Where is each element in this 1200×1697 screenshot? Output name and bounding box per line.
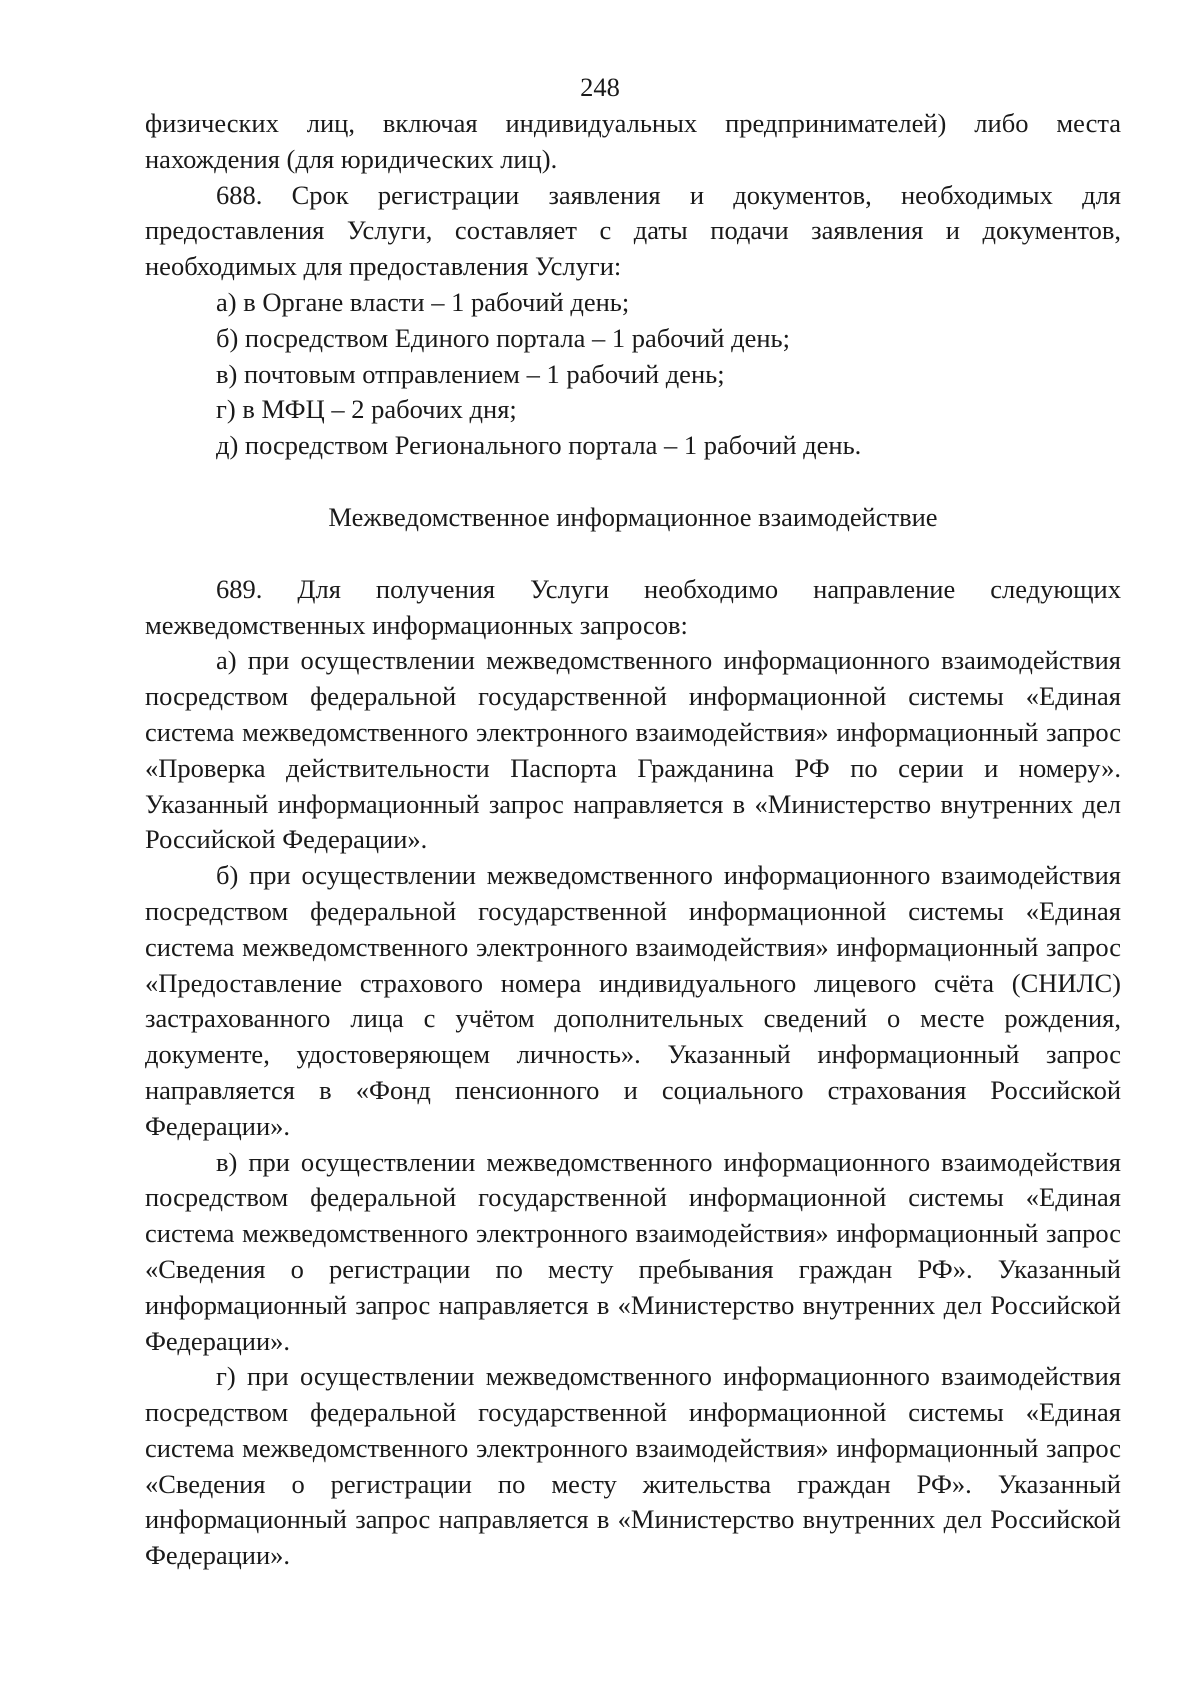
- paragraph-689: 689. Для получения Услуги необходимо направление следующих межведомственных информационных запросов:: [145, 573, 1121, 640]
- paragraph-688: 688. Срок регистрации заявления и документов, необходимых для предоставления Услуги, составляет с даты подачи заявления и документов, необходимых для предоставления Услуги:: [145, 179, 1121, 282]
- section-heading: Межведомственное информационное взаимодействие: [328, 501, 938, 532]
- request-item-a: а) при осуществлении межведомственного информационного взаимодействия посредством федеральной государственной информационной системы «Единая система межведомственного электронного взаимодействия» информационный запрос «Проверка действительности Паспорта Гражданина РФ по серии и номеру». Указанный информационный запрос направляется в «Министерство внутренних дел Российской Федерации».: [145, 645, 1121, 855]
- page-number: 248: [580, 72, 620, 102]
- term-item-a: а) в Органе власти – 1 рабочий день;: [216, 286, 630, 317]
- request-item-b: б) при осуществлении межведомственного информационного взаимодействия посредством федеральной государственной информационной системы «Единая система межведомственного электронного взаимодействия» информационный запрос «Предоставление страхового номера индивидуального лицевого счёта (СНИЛС) застрахованного лица с учётом дополнительных сведений о месте рождения, документе, удостоверяющем личность». Указанный информационный запрос направляется в «Фонд пенсионного и социального страхования Российской Федерации».: [145, 860, 1121, 1141]
- request-item-g: г) при осуществлении межведомственного информационного взаимодействия посредством федеральной государственной информационной системы «Единая система межведомственного электронного взаимодействия» информационный запрос «Сведения о регистрации по месту жительства граждан РФ». Указанный информационный запрос направляется в «Министерство внутренних дел Российской Федерации».: [145, 1361, 1121, 1571]
- term-item-d: д) посредством Регионального портала – 1 рабочий день.: [216, 430, 862, 461]
- paragraph-continuation: физических лиц, включая индивидуальных предпринимателей) либо места нахождения (для юридических лиц).: [145, 108, 1121, 174]
- term-item-g: г) в МФЦ – 2 рабочих дня;: [216, 394, 517, 425]
- term-item-v: в) почтовым отправлением – 1 рабочий день;: [216, 358, 725, 389]
- term-item-b: б) посредством Единого портала – 1 рабочий день;: [216, 322, 790, 353]
- request-item-v: в) при осуществлении межведомственного информационного взаимодействия посредством федеральной государственной информационной системы «Единая система межведомственного электронного взаимодействия» информационный запрос «Сведения о регистрации по месту пребывания граждан РФ». Указанный информационный запрос направляется в «Министерство внутренних дел Российской Федерации».: [145, 1146, 1121, 1356]
- document-body: [145, 106, 1121, 1574]
